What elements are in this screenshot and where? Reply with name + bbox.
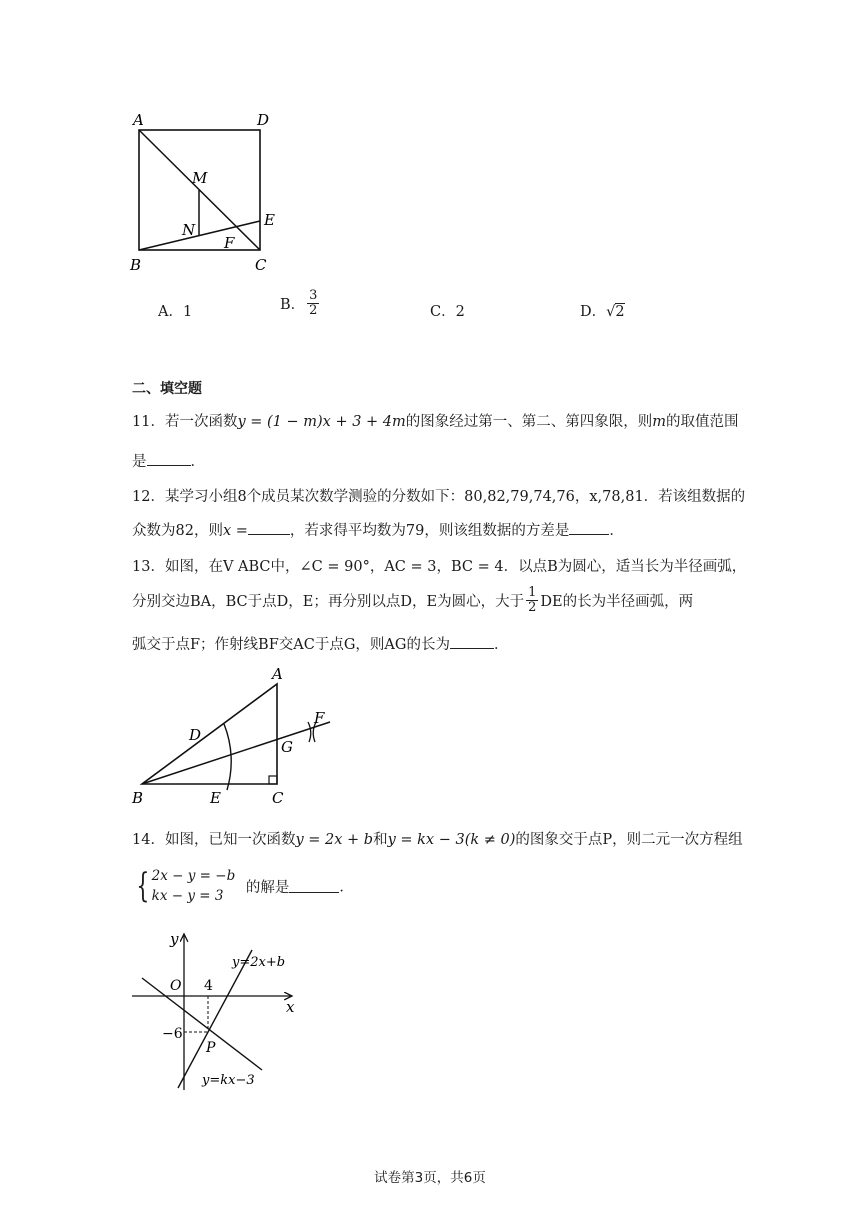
label-E: E <box>264 211 275 229</box>
triangle-figure <box>126 662 336 810</box>
q12-variance-blank[interactable] <box>569 522 609 535</box>
q13-line3: 弧交于点F；作射线BF交AC于点G，则AG的长为 ． <box>132 637 509 653</box>
label-D: D <box>189 726 202 744</box>
label-G: G <box>281 738 293 756</box>
y-axis-label: y <box>170 930 179 948</box>
label-B: B <box>130 256 142 274</box>
label-C: C <box>255 256 267 274</box>
label-C: C <box>272 789 284 807</box>
label-D: D <box>257 111 270 129</box>
option-d[interactable]: D．√2 <box>580 304 625 320</box>
page-footer: 试卷第3页，共6页 <box>374 1170 486 1186</box>
option-b[interactable]: B． $\frac{3}{2}$ <box>280 288 318 318</box>
tick-x-label: 4 <box>204 978 213 994</box>
q12-line1: 12．某学习小组8个成员某次数学测验的分数如下：80,82,79,74,76，x,78,81．若该组数据的 <box>132 489 746 505</box>
label-A: A <box>133 111 144 129</box>
section-title: 二、填空题 <box>132 381 202 397</box>
q14-line1: 14．如图，已知一次函数y = 2x + b和y = kx − 3(k ≠ 0)的图象交于点P，则二元一次方程组 <box>132 832 743 848</box>
label-E: E <box>210 789 221 807</box>
tick-y-label: −6 <box>162 1026 183 1042</box>
q14-answer-blank[interactable] <box>289 880 339 893</box>
q11-line2: 是 ． <box>132 454 205 470</box>
q13-answer-blank[interactable] <box>450 636 494 649</box>
label-F: F <box>314 709 325 727</box>
q14-line2: { 2x − y = −b kx − y = 3 的解是 ． <box>136 866 354 906</box>
sqrt-sign: √ <box>606 304 616 320</box>
q11-answer-blank[interactable] <box>147 453 191 466</box>
origin-label: O <box>170 978 182 994</box>
line1-label: y=2x+b <box>232 955 286 970</box>
q13-line2: 分别交边BA，BC于点D，E；再分别以点D，E为圆心，大于 $\frac{1}{2}$ DE的长为半径画弧，两 <box>132 585 694 615</box>
option-a[interactable]: A．1 <box>158 304 193 320</box>
x-axis-label: x <box>286 998 295 1016</box>
label-B: B <box>132 789 144 807</box>
q12-x-blank[interactable] <box>248 522 290 535</box>
option-c[interactable]: C．2 <box>430 304 465 320</box>
function-graph <box>126 928 306 1092</box>
point-label: P <box>206 1040 216 1056</box>
line2-label: y=kx−3 <box>202 1073 255 1088</box>
label-M: M <box>192 169 208 187</box>
label-F: F <box>224 234 235 252</box>
q11-line1: 11．若一次函数y = (1 − m)x + 3 + 4m的图象经过第一、第二、第四象限，则m的取值范围 <box>132 414 739 430</box>
brace-icon: { <box>136 866 150 906</box>
q13-line1: 13．如图，在V ABC中，∠C = 90°，AC = 3，BC = 4．以点B为圆心，适当长为半径画弧， <box>132 559 747 575</box>
label-A: A <box>272 665 283 683</box>
q12-line2: 众数为82，则x = ，若求得平均数为79，则该组数据的方差是 ． <box>132 523 624 539</box>
label-N: N <box>182 221 196 239</box>
square-figure <box>128 108 288 278</box>
